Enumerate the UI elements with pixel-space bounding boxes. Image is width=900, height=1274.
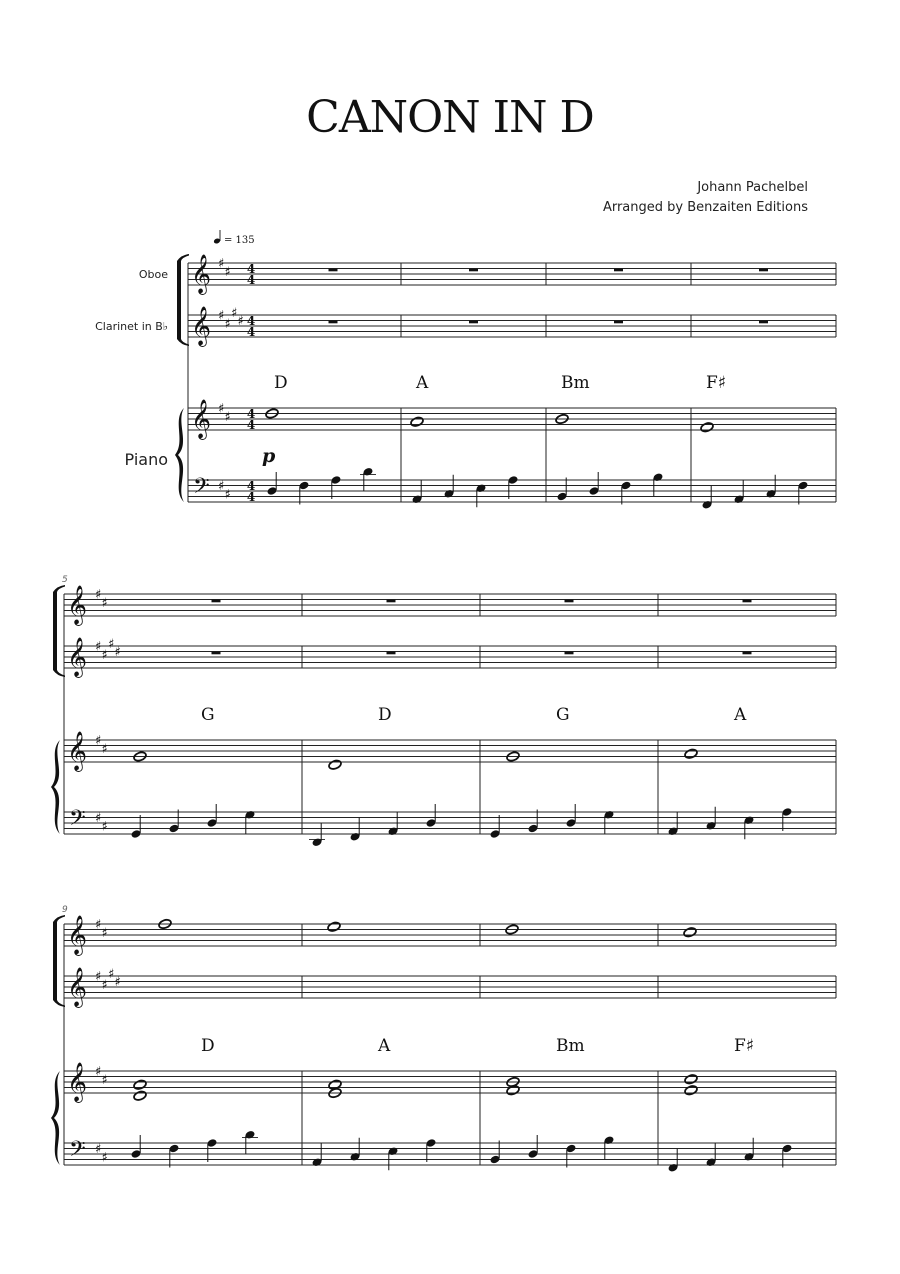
chord-symbol: D (378, 705, 392, 725)
whole-rest (759, 321, 768, 324)
whole-rest (212, 600, 221, 603)
bracket-bottom-hook (53, 1000, 65, 1007)
whole-rest (614, 321, 623, 324)
key-signature-sharp: ♯ (101, 925, 108, 941)
whole-rest (759, 269, 768, 272)
key-signature-sharp: ♯ (114, 645, 121, 660)
staff-group-bracket (53, 922, 57, 1000)
key-signature-sharp: ♯ (101, 647, 108, 663)
chord-symbol: Bm (556, 1036, 585, 1056)
clarinet-staff (188, 315, 836, 337)
key-signature-sharp: ♯ (95, 1142, 102, 1157)
key-signature-sharp: ♯ (224, 264, 231, 280)
composer: Johann Pachelbel (697, 180, 808, 195)
time-signature-numerator: 4 (246, 479, 256, 493)
bass-clef: 𝄢 (69, 806, 86, 836)
chord-symbol: A (416, 373, 429, 393)
chord-symbol: D (274, 373, 288, 393)
key-signature-sharp: ♯ (95, 1064, 102, 1080)
bracket-top-hook (177, 254, 189, 261)
treble-clef: 𝄞 (67, 915, 88, 955)
clarinet-staff (64, 646, 836, 668)
key-signature-sharp: ♯ (101, 977, 108, 993)
whole-note (684, 1085, 698, 1096)
instrument-label-oboe: Oboe (138, 268, 168, 281)
key-signature-sharp: ♯ (224, 487, 231, 503)
oboe-staff (188, 263, 836, 285)
key-signature-sharp: ♯ (231, 305, 238, 321)
piano-brace (175, 408, 184, 502)
whole-rest (743, 652, 752, 655)
bass-clef: 𝄢 (69, 1137, 86, 1167)
key-signature-sharp: ♯ (101, 595, 108, 611)
key-signature-sharp: ♯ (218, 479, 225, 494)
whole-note (327, 921, 341, 932)
chord-symbol: F♯ (706, 373, 727, 393)
chord-symbol: G (201, 705, 215, 725)
treble-clef: 𝄞 (191, 399, 212, 439)
whole-rest (614, 269, 623, 272)
dynamic-marking: p (262, 445, 276, 467)
time-signature-denominator: 4 (246, 418, 256, 432)
chord-symbol: F♯ (734, 1036, 755, 1056)
whole-rest (743, 600, 752, 603)
instrument-label-clarinet: Clarinet in B♭ (95, 320, 168, 333)
bracket-top-hook (53, 915, 65, 922)
key-signature-sharp: ♯ (101, 741, 108, 757)
treble-clef: 𝄞 (191, 306, 212, 346)
measure-number: 9 (62, 905, 68, 915)
chord-symbol: D (201, 1036, 215, 1056)
oboe-staff (64, 924, 836, 946)
piano-left-staff (64, 1143, 836, 1165)
time-signature-numerator: 4 (246, 314, 256, 328)
treble-clef: 𝄞 (67, 731, 88, 771)
treble-clef: 𝄞 (67, 1062, 88, 1102)
chord-symbol: A (734, 705, 747, 725)
key-signature-sharp: ♯ (108, 966, 115, 982)
bracket-top-hook (53, 585, 65, 592)
key-signature-sharp: ♯ (95, 587, 102, 603)
staff-group-bracket (177, 261, 181, 339)
whole-rest (387, 600, 396, 603)
time-signature-numerator: 4 (246, 262, 256, 276)
time-signature-denominator: 4 (246, 325, 256, 339)
key-signature-sharp: ♯ (218, 256, 225, 272)
tempo-marking: = 135 (224, 235, 255, 246)
chord-symbol: Bm (561, 373, 590, 393)
arranger: Arranged by Benzaiten Editions (602, 200, 808, 215)
piano-left-staff (64, 812, 836, 834)
treble-clef: 𝄞 (67, 637, 88, 677)
piano-right-staff (64, 740, 836, 762)
whole-note (410, 416, 424, 427)
key-signature-sharp: ♯ (114, 975, 121, 990)
key-signature-sharp: ♯ (101, 819, 108, 835)
whole-rest (329, 321, 338, 324)
piano-right-staff (188, 408, 836, 430)
whole-rest (565, 600, 574, 603)
key-signature-sharp: ♯ (237, 314, 244, 329)
bracket-bottom-hook (177, 339, 189, 346)
whole-rest (329, 269, 338, 272)
piano-brace (51, 1071, 60, 1165)
clarinet-staff (64, 976, 836, 998)
whole-rest (212, 652, 221, 655)
key-signature-sharp: ♯ (224, 409, 231, 425)
key-signature-sharp: ♯ (218, 308, 225, 324)
whole-rest (469, 321, 478, 324)
staff-group-bracket (53, 592, 57, 670)
treble-clef: 𝄞 (67, 967, 88, 1007)
whole-note (684, 1074, 698, 1085)
oboe-staff (64, 594, 836, 616)
whole-note (700, 422, 714, 433)
bass-clef: 𝄢 (193, 474, 210, 504)
whole-note (133, 1079, 147, 1090)
whole-rest (565, 652, 574, 655)
key-signature-sharp: ♯ (95, 917, 102, 933)
page-title: CANON IN D (306, 92, 594, 143)
whole-note (133, 1090, 147, 1101)
whole-note (328, 759, 342, 770)
whole-note (683, 927, 697, 938)
bracket-bottom-hook (53, 670, 65, 677)
time-signature-numerator: 4 (246, 407, 256, 421)
key-signature-sharp: ♯ (95, 811, 102, 826)
key-signature-sharp: ♯ (95, 733, 102, 749)
key-signature-sharp: ♯ (224, 316, 231, 332)
whole-rest (469, 269, 478, 272)
treble-clef: 𝄞 (67, 585, 88, 625)
measure-number: 5 (62, 575, 68, 585)
piano-brace (51, 740, 60, 834)
time-signature-denominator: 4 (246, 273, 256, 287)
key-signature-sharp: ♯ (95, 969, 102, 985)
whole-rest (387, 652, 396, 655)
whole-note (684, 748, 698, 759)
key-signature-sharp: ♯ (95, 639, 102, 655)
key-signature-sharp: ♯ (108, 636, 115, 652)
key-signature-sharp: ♯ (218, 401, 225, 417)
chord-symbol: G (556, 705, 570, 725)
treble-clef: 𝄞 (191, 254, 212, 294)
key-signature-sharp: ♯ (101, 1150, 108, 1166)
time-signature-denominator: 4 (246, 490, 256, 504)
key-signature-sharp: ♯ (101, 1072, 108, 1088)
chord-symbol: A (378, 1036, 391, 1056)
piano-right-staff (64, 1071, 836, 1093)
instrument-label-piano: Piano (124, 450, 168, 469)
